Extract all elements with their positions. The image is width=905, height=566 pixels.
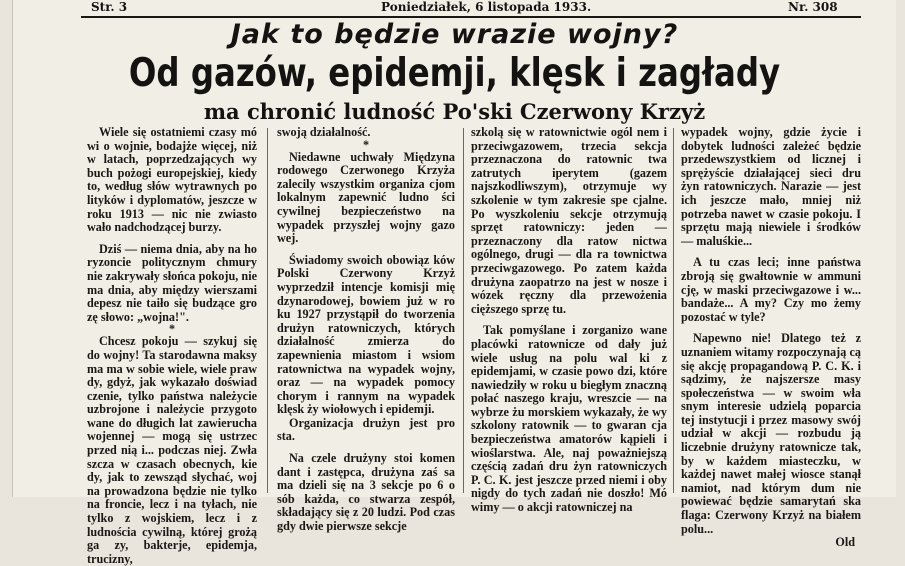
newspaper-page xyxy=(12,0,896,566)
article-column-3 xyxy=(471,126,667,515)
article-column-2 xyxy=(277,126,455,534)
paragraph: A tu czas leci; inne państwa zbroją się gwałtownie w ammuni cję, w maski przeciwgazowe i w... bandaże... A my? Czy mo żemy pozostać w tyle? xyxy=(681,255,861,324)
paragraph: Na czele drużyny stoi komen dant i zastępca, drużyna zaś sa ma dzieli się na 3 sekcje po 6 o sób każda, co stwarza zespół, składający się z 20 ludzi. Pod czas gdy dwie pierwsze sekcje xyxy=(277,451,455,534)
paragraph: Chcesz pokoju — szykuj się do wojny! Ta starodawna maksy ma ma w sobie wiele, wiele praw dy, gdyż, jak wykazało doświad czenie, tylko państwa należycie uzbrojone i należycie przygoto wane do długich lat zawierucha wojennej — mogą się ustrzec przed nią i... podczas niej. Zwła szcza w czasach obecnych, kie dy, jak to zewsząd słychać, woj na prowadzona będzie nie tylko na froncie, lecz i na tyłach, nie tylko z wojskiem, lecz i z ludnościa cywilną, której grożą ga zy, bakterje, epidemja, trucizny, xyxy=(87,334,257,566)
column-divider xyxy=(673,128,674,493)
paragraph: Tak pomyślane i zorganizo wane placówki ratownicze od dały już wiele usług na polu wal ki z epidemjami, w czasie powo dzi, które nawiedziły w roku u biegłym znaczną połać naszego kraju, wreszcie — na wybrze żu morskiem wykazały, że wy szkolony ratownik — to gwaran cja bezpieczeństwa amatorów kąpieli i wioślarstwa. Ale, naj poważniejszą częścią zadań dru żyn ratowniczych P. C. K. jest jeszcze przed niemi i oby nigdy do tych zadań nie doszło! Mó wimy — o akcji ratowniczej na xyxy=(471,323,667,515)
article-column-4 xyxy=(681,126,861,550)
issue-number: Nr. 308 xyxy=(788,0,838,14)
author-signature: Old xyxy=(835,535,855,550)
header-rule xyxy=(81,16,861,18)
issue-date: Poniedziałek, 6 listopada 1933. xyxy=(381,0,592,14)
page-header xyxy=(13,0,896,16)
overline-headline: Jak to będzie wrazie wojny? xyxy=(230,19,679,50)
paragraph: Napewno nie! Dlatego też z uznaniem witamy rozpoczynają cą się akcję propagandową P. C. K. i sądzimy, że najszersze masy społeczeństwa — w swoim wła snym interesie udzielą poparcia tej instytucji i przez masowy swój udział w akcji — rozbudu ją liczebnie drużyny ratownicze tak, by w każdem miasteczku, w każdej nawet małej wiosce stanął namiot, nad którym dum nie powiewać będzie samarytań ska flaga: Czerwony Krzyż na białem polu... xyxy=(681,331,861,536)
page-number: Str. 3 xyxy=(91,0,128,14)
separator-star: * xyxy=(362,137,370,152)
column-divider xyxy=(463,128,464,493)
column-divider xyxy=(267,128,268,493)
paragraph: Organizacja drużyn jest pro sta. xyxy=(277,415,455,444)
paragraph: Świadomy swoich obowiąz ków Polski Czerwony Krzyż wyprzedził intencje komisji mię dzynarodowej, bowiem już w ro ku 1927 przystąpił do tworzenia drużyn ratowniczych, których działalność zmierza do zapewnienia miastom i wsiom ratownictwa na wypadek wojny, oraz — na wypadek pomocy chorym i rannym na wypadek klęsk ży wiołowych i epidemji. xyxy=(277,252,455,417)
article-column-1 xyxy=(87,126,257,566)
paragraph: wypadek wojny, gdzie życie i dobytek ludności zależeć będzie przedewszystkiem od licznej i sprężyście działającej sieci dru żyn ratowniczych. Narazie — jest ich jeszcze mało, mniej niż potrzeba nawet w czasie pokoju. I sprzętu mają niewiele i środków — maluśkie... xyxy=(681,125,861,248)
separator-star: * xyxy=(168,322,176,337)
paragraph: szkolą się w ratownictwie ogól nem i przeciwgazowem, trzecia sekcja przeznaczona do ratownic twa zatrutych iperytem (gazem najszkodliwszym), otrzymuje wy szkolenie w tym zakresie spe cjalne. Po wyszkoleniu sekcje otrzymują sprzęt ratowniczy: jeden — przeznaczony dla ratow nictwa ogólnego, drugi — dla ra townictwa przeciwgazowego. Po zatem każda drużyna zaopatrzo na jest w nosze i wózek ręczny dla przewożenia cięższego sprzę tu. xyxy=(471,125,667,316)
paragraph: swoją działalność. xyxy=(277,125,371,139)
paragraph: Niedawne uchwały Międzyna rodowego Czerwonego Krzyża zalecily wszystkim organiza cjom lokalnym zapewnić ludno ści cywilnej bezpieczeństwo na wypadek przyszłej wojny gazo wej. xyxy=(277,149,455,246)
paragraph: Dziś — niema dnia, aby na ho ryzoncie politycznym chmury nie zakrywały słońca pokoju, nie ma dnia, aby między wierszami depesz nie taiło się budzące gro zę słowo: „wojna!". xyxy=(87,241,257,324)
paragraph: Wiele się ostatniemi czasy mó wi o wojnie, bodajże więcej, niż w latach, poprzedzających wy buch pożogi europejskiej, kiedy to, według słów wytrawnych po lityków i dyplomatów, jeszcze w roku 1913 — nic nie zwiasto wało nadchodzącej burzy. xyxy=(87,125,257,235)
main-headline: Od gazów, epidemji, klęsk i zagłady xyxy=(128,51,781,96)
sub-headline: ma chronić ludność Po'ski Czerwony Krzyż xyxy=(203,99,706,124)
